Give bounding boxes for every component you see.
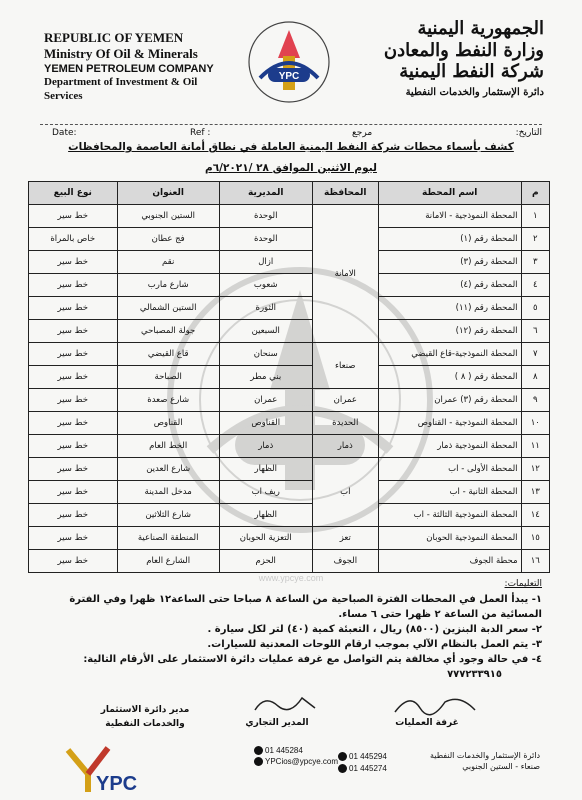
ref-label: Ref : [190,128,211,138]
row-number: ١٣ [521,481,549,504]
table-row [29,527,550,550]
row-number: ١١ [521,435,549,458]
governorate-cell: الجوف [312,550,378,573]
station-name: المحطة رقم ( ٨ ) [378,366,521,389]
address-cell: الصباحة [117,366,219,389]
governorate-cell: اب [312,458,378,527]
letterhead-ar-line: دائرة الإستثمار والخدمات النفطية [405,86,544,98]
station-name: المحطة النموذجية - الامانة [378,205,521,228]
footer-brand: YPC [96,773,138,795]
tarikh-label: التاريخ: [515,128,542,138]
hotline-number: ٧٧٧٢٣٣٩١٥ [447,668,502,680]
table-row [29,504,550,527]
sale-type-cell: خط سير [29,343,118,366]
col-header-number: م [521,182,549,205]
ypc-logo [240,18,338,110]
address-cell: المنطقة الصناعية [117,527,219,550]
governorate-cell: تعز [312,527,378,550]
directorate-cell: شعوب [219,274,312,297]
station-name: المحطة النموذجية الثالثة - اب [378,504,521,527]
address-cell: نقم [117,251,219,274]
reference-line [40,128,542,142]
station-name: المحطة الثانية - اب [378,481,521,504]
table-row [29,412,550,435]
table-row [29,297,550,320]
email-icon [254,757,263,766]
director-title-line: مدير دائرة الاستثمار [100,705,190,715]
ops-signature-scribble [390,690,480,720]
station-name: المحطة رقم (١) [378,228,521,251]
ops-room-signature: غرفة العمليات [395,718,459,728]
footer-address-line: صنعاء - الستين الجنوبي [462,762,540,772]
sale-type-cell: خاص بالمراة [29,228,118,251]
instructions [28,578,542,682]
table-row [29,274,550,297]
table-row [29,343,550,366]
address-cell: شارع العدين [117,458,219,481]
sale-type-cell: خط سير [29,481,118,504]
document-title: كشف بأسماء محطات شركة النفط اليمنية العاملة في نطاق أمانة العاصمة والمحافظات [68,141,514,153]
footer [20,744,562,800]
address-cell: القناوص [117,412,219,435]
col-header-directorate: المديرية [219,182,312,205]
col-header-station: اسم المحطة [378,182,521,205]
arabic-letterhead [354,18,544,99]
address-cell: شارع مارب [117,274,219,297]
station-name: المحطة رقم (٣) [378,251,521,274]
table-body [29,205,550,573]
row-number: ٨ [521,366,549,389]
row-number: ٢ [521,228,549,251]
station-name: المحطة رقم (١٢) [378,320,521,343]
col-header-governorate: المحافظة [312,182,378,205]
english-letterhead [44,30,234,104]
table-row [29,481,550,504]
row-number: ١٤ [521,504,549,527]
director-signature [90,704,200,731]
table-row [29,550,550,573]
address-cell: شارع صعدة [117,389,219,412]
directorate-cell: ذمار [219,435,312,458]
row-number: ١٠ [521,412,549,435]
address-cell: مدخل المدينة [117,481,219,504]
sale-type-cell: خط سير [29,366,118,389]
footer-phone: 01 445274 [336,764,387,773]
instruction-item: ١- يبدأ العمل في المحطات الفترة الصباحية من الساعة ٨ صباحا حتى الساعة١٢ ظهرا وفي الفترة المسائية من الساعة ٢ ظهرا حتى ٦ مساء. [69,593,542,620]
phone-icon [338,764,347,773]
sale-type-cell: خط سير [29,251,118,274]
footer-address-line: دائرة الإستثمار والخدمات النفطية [429,751,540,760]
address-cell: قاع القيضي [117,343,219,366]
directorate-cell: التعزية الحوبان [219,527,312,550]
row-number: ٩ [521,389,549,412]
footer-phone: 01 445294 [336,752,387,761]
date-label: Date: [52,128,77,138]
station-name: محطة الجوف [378,550,521,573]
letterhead-en-line: YEMEN PETROLEUM COMPANY [44,62,214,75]
table-row [29,458,550,481]
sale-type-cell: خط سير [29,527,118,550]
sale-type-cell: خط سير [29,550,118,573]
address-cell: فج عطان [117,228,219,251]
table-header-row [29,182,550,205]
row-number: ٤ [521,274,549,297]
station-name: المحطة رقم (٣) عمران [378,389,521,412]
letterhead-en-line: Department of Investment & Oil Services [44,76,198,102]
row-number: ٧ [521,343,549,366]
station-name: المحطة الأولى - اب [378,458,521,481]
instruction-item: ٣- يتم العمل بالنظام الآلي بموجب ارقام اللوحات المعدنية للسيارات. [207,638,542,650]
logo-text: YPC [278,71,300,82]
sale-type-cell: خط سير [29,205,118,228]
letterhead-en-line: Ministry Of Oil & Minerals [44,46,198,62]
sale-type-cell: خط سير [29,389,118,412]
governorate-cell: الحديدة [312,412,378,435]
marja-label: مرجع [352,128,373,138]
row-number: ١٢ [521,458,549,481]
directorate-cell: القناوص [219,412,312,435]
table-row [29,251,550,274]
directorate-cell: سنحان [219,343,312,366]
sale-type-cell: خط سير [29,297,118,320]
directorate-cell: عمران [219,389,312,412]
station-name: المحطة النموذجية ذمار [378,435,521,458]
table-row [29,435,550,458]
col-header-address: العنوان [117,182,219,205]
address-cell: الستين الجنوبي [117,205,219,228]
row-number: ٥ [521,297,549,320]
letterhead-ar-line: الجمهورية اليمنية [417,18,544,39]
directorate-cell: الوحدة [219,205,312,228]
directorate-cell: الثورة [219,297,312,320]
directorate-cell: ريف اب [219,481,312,504]
directorate-cell: السبعين [219,320,312,343]
sale-type-cell: خط سير [29,320,118,343]
address-cell: شارع الثلاثين [117,504,219,527]
letterhead-ar-line: شركة النفط اليمنية [399,61,544,83]
footer-email[interactable]: YPCios@ypcye.com [252,757,338,766]
website-watermark: www.ypcye.com [258,573,324,583]
table-row [29,320,550,343]
stations-table [28,181,550,573]
directorate-cell: الظهار [219,504,312,527]
footer-fax: 01 445284 [252,746,303,755]
governorate-cell: صنعاء [312,343,378,389]
station-name: المحطة رقم (١١) [378,297,521,320]
table-row [29,228,550,251]
row-number: ١ [521,205,549,228]
table-row [29,205,550,228]
fax-icon [254,746,263,755]
ypc-footer-logo [60,744,160,796]
directorate-cell: الوحدة [219,228,312,251]
row-number: ١٥ [521,527,549,550]
row-number: ١٦ [521,550,549,573]
row-number: ٦ [521,320,549,343]
address-cell: الشارع العام [117,550,219,573]
station-name: المحطة النموذجية الحوبان [378,527,521,550]
station-name: المحطة النموذجية - القناوص [378,412,521,435]
instruction-item: ٢- سعر الدبة البنزين (٨٥٠٠) ريال ، التعبئة كمية (٤٠) لتر لكل سيارة . [207,623,542,635]
sale-type-cell: خط سير [29,435,118,458]
table-row [29,389,550,412]
header-divider [40,124,542,125]
sale-type-cell: خط سير [29,412,118,435]
row-number: ٣ [521,251,549,274]
table-row [29,366,550,389]
col-header-sale-type: نوع البيع [29,182,118,205]
station-name: المحطة النموذجية-قاع القيضي [378,343,521,366]
document-subtitle: ليوم الاثنين الموافق ٢٨ /٦/٢٠٢١م [205,162,377,174]
commercial-signature-scribble [250,690,320,718]
sale-type-cell: خط سير [29,458,118,481]
governorate-cell: ذمار [312,435,378,458]
address-cell: جولة المصباحي [117,320,219,343]
directorate-cell: الحزم [219,550,312,573]
directorate-cell: الظهار [219,458,312,481]
sale-type-cell: خط سير [29,504,118,527]
commercial-manager-signature: المدير التجاري [245,718,309,728]
instruction-item: ٤- في حالة وجود أي مخالفة يتم التواصل مع غرفة عمليات دائرة الاستثمار على الأرقام التالية: [83,653,542,665]
letterhead-ar-line: وزارة النفط والمعادن [383,39,544,61]
address-cell: الخط العام [117,435,219,458]
letterhead-en-line: REPUBLIC OF YEMEN [44,30,184,45]
directorate-cell: بني مطر [219,366,312,389]
footer-address [400,750,540,772]
governorate-cell: عمران [312,389,378,412]
directorate-cell: ازال [219,251,312,274]
station-name: المحطة رقم (٤) [378,274,521,297]
director-title-line: والخدمات النفطية [105,718,185,729]
sale-type-cell: خط سير [29,274,118,297]
phone-icon [338,752,347,761]
governorate-cell: الامانة [312,205,378,343]
address-cell: الستين الشمالي [117,297,219,320]
instructions-heading: التعليمات: [504,579,542,589]
